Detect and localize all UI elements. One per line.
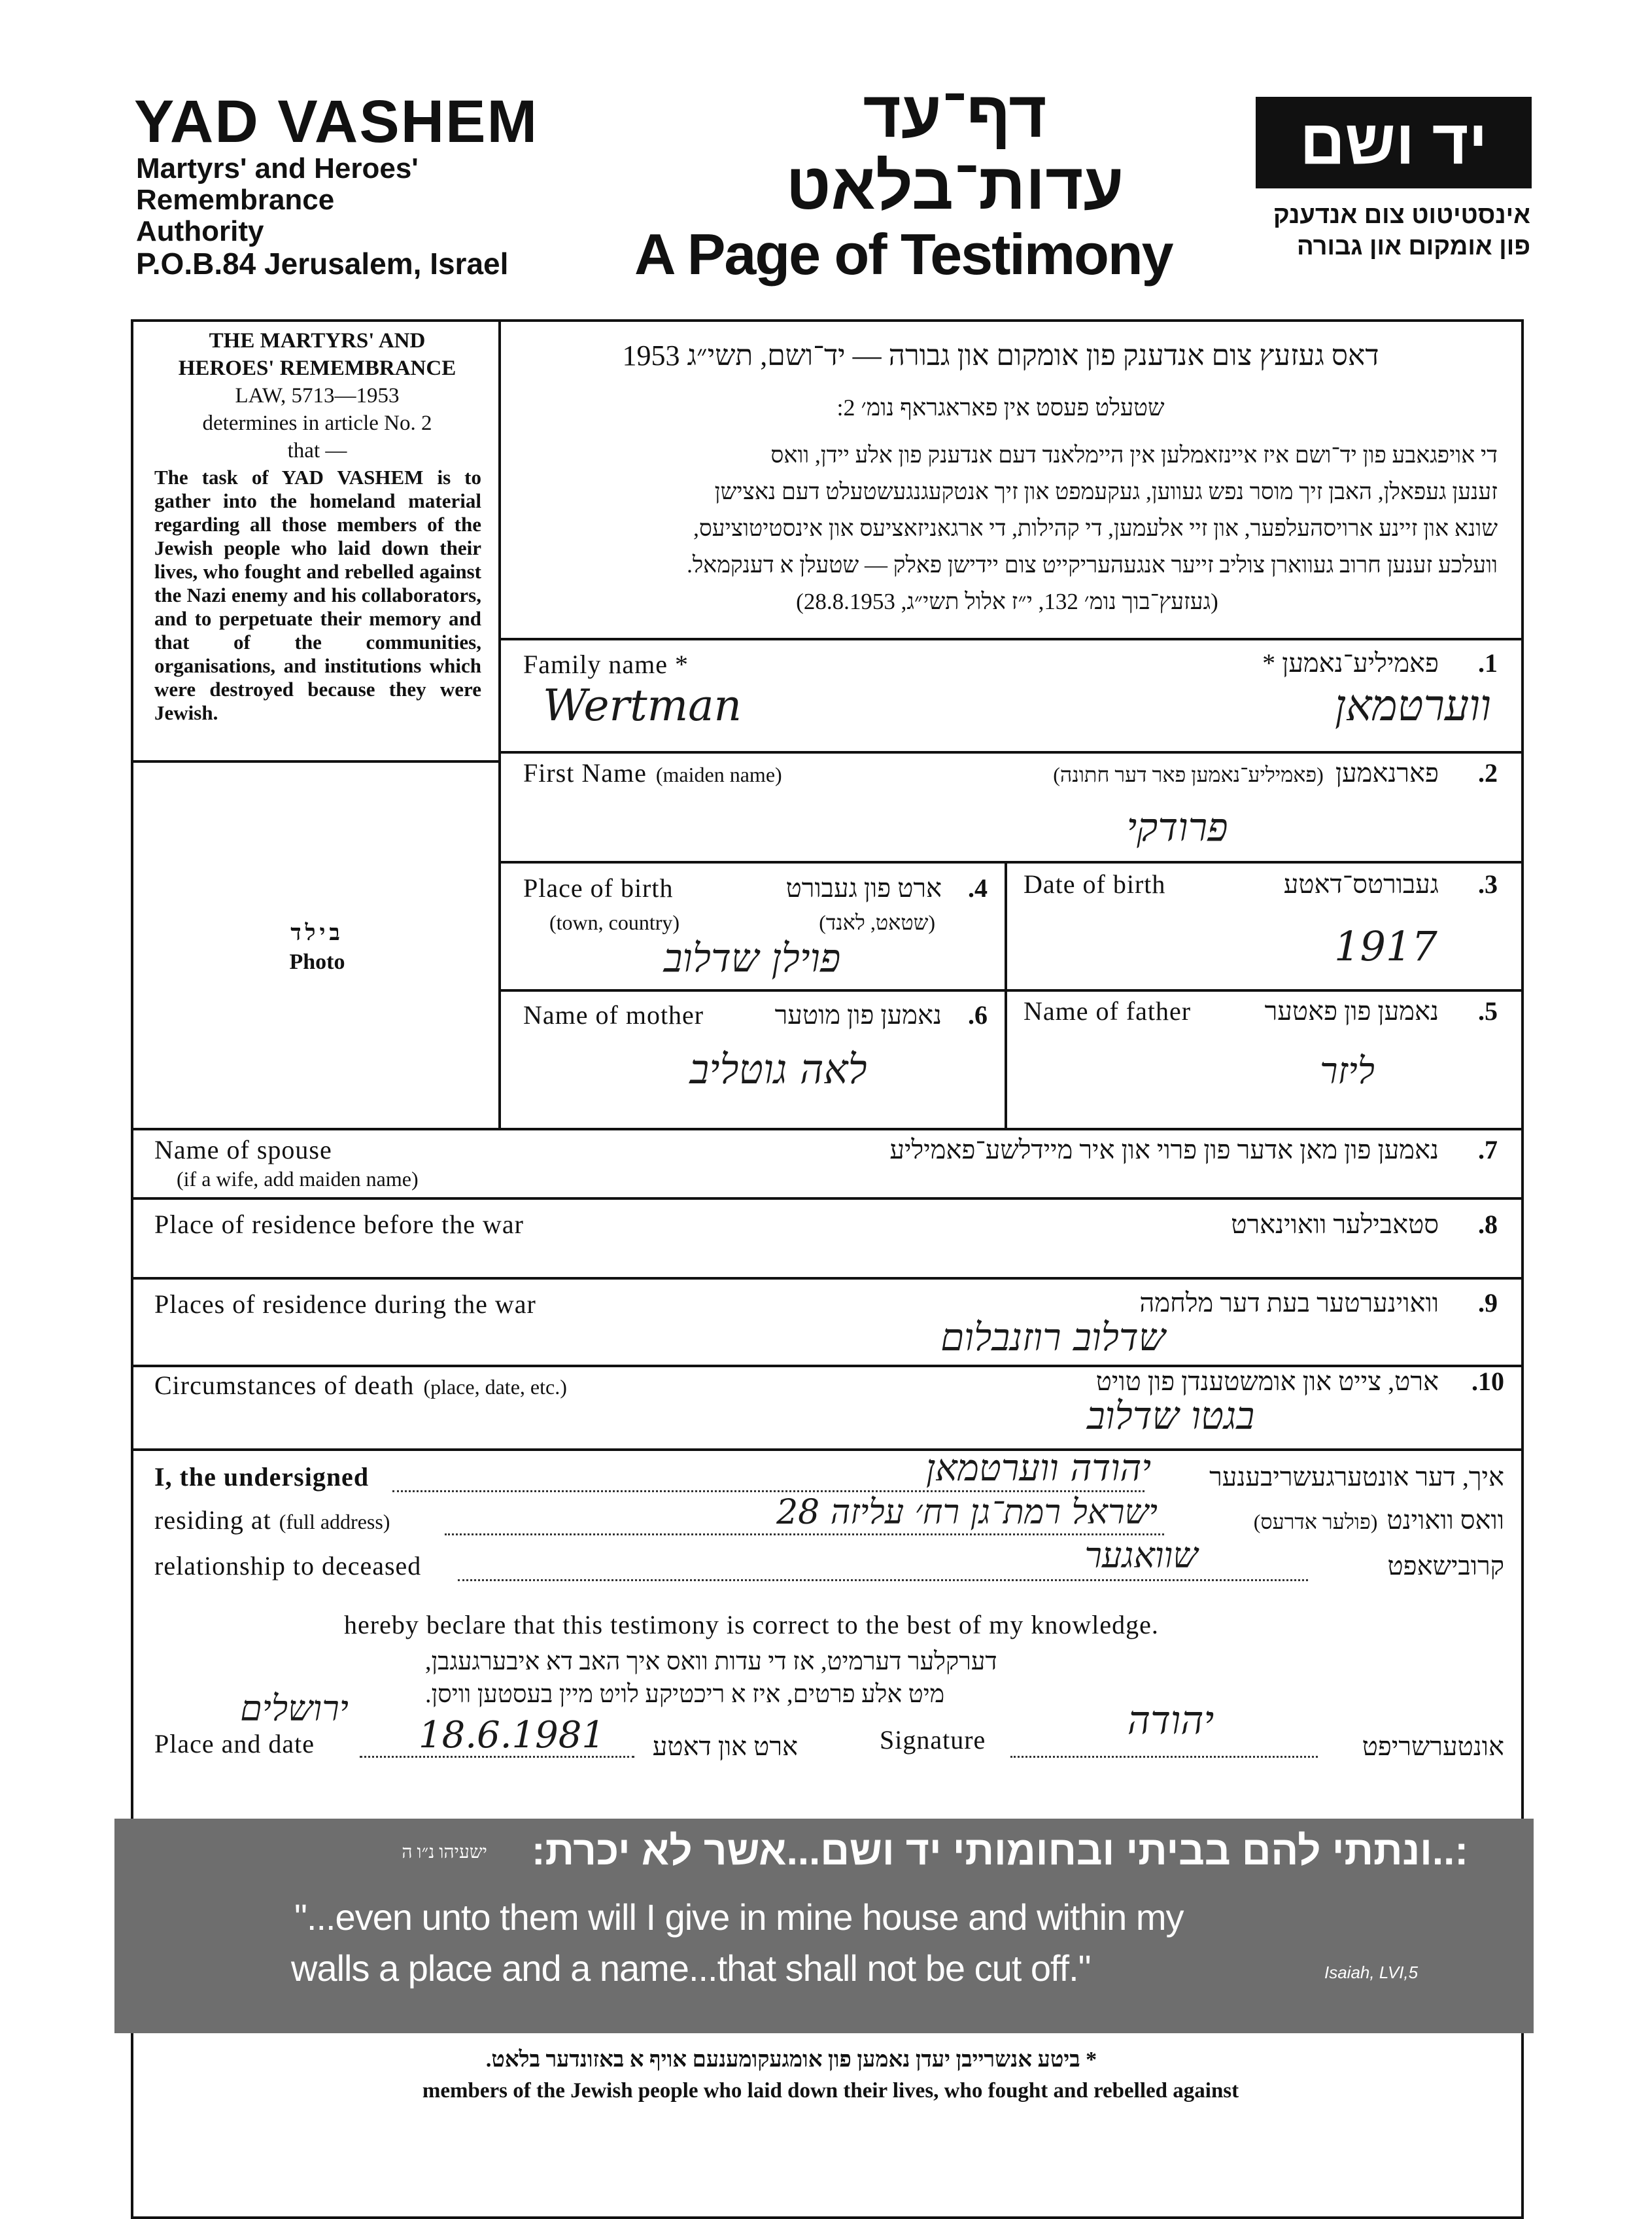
signature-line [1010,1756,1318,1758]
date-of-birth-label: Date of birth [1024,869,1166,899]
spouse-name-sub: (if a wife, add maiden name) [177,1167,419,1191]
org-subtitle-1: Martyrs' and Heroes' [136,152,419,184]
field-10-number: .10 [1471,1367,1504,1396]
residence-during-war-value[interactable]: שדלוב רוזנבלום [940,1315,1165,1359]
law-sub-he: שטעלט פעסט אין פאראגראף נומ׳ 2: [836,394,1165,421]
law-body-he [517,437,1498,620]
date-of-birth-label-he: געבורטס־דאטע [1283,869,1439,899]
logo-text: יד ושם [1299,107,1488,177]
residing-label [154,1505,390,1535]
place-date-label-he: ארט און דאטע [652,1732,798,1761]
residence-during-war-label: Places of residence during the war [154,1289,536,1319]
circumstances-of-death-label-he: ארט, צייט און אומשטענדן פון טויט [1095,1367,1439,1396]
spouse-name-input[interactable] [654,1164,1308,1191]
declaration-he-1: דערקלער דערמיט, אז די עדות וואס איך האב דא איבערגעגבן, [425,1648,997,1675]
org-address: P.O.B.84 Jerusalem, Israel [136,247,509,281]
undersigned-label: I, the undersigned [154,1462,370,1492]
family-name-label-he: פאמיליע־נאמען * [1262,648,1439,678]
relationship-label: relationship to deceased [154,1551,422,1581]
field-1-number: .1 [1478,648,1498,678]
place-of-birth-sub: (town, country) [549,911,680,934]
family-name-value[interactable]: Wertman [543,680,742,731]
org-subtitle-2: Remembrance [136,184,335,216]
place-date-label: Place and date [154,1729,315,1758]
law-he-line-3: שונא און זיינע ארויסהעלפער, און זיי אלעמען, די קהילות, די ארגאניזאציעס און אינסטיטוציעס, [693,515,1498,541]
law-he-line-1: די אויפגאבע פון יד־ושם איז איינזאמלען אין היימלאנד דעם אנדענק פון אלע יידן, וואס [770,442,1498,468]
date-of-birth-value[interactable]: 1917 [1334,922,1437,970]
residence-during-war-label-he: וואוינערטער בעת דער מלחמה [1139,1288,1439,1318]
first-name-label-he-sub: (פאמיליע־נאמען פאר דער חתונה) [1053,763,1324,786]
field-7-number: .7 [1478,1135,1498,1164]
field-2-number: .2 [1478,758,1498,788]
photo-area [137,765,497,1125]
father-name-value[interactable]: ליזר [1320,1050,1375,1092]
signature-value[interactable]: יהודה [1127,1698,1214,1743]
father-name-label: Name of father [1024,996,1192,1026]
photo-label-he: בילד [290,921,344,945]
circumstances-of-death-sub: (place, date, etc.) [423,1375,567,1399]
declaration-he-2: מיט אלע פרטים, איז א ריכטיקע לויט מיין בעסטען וויסן. [425,1681,945,1708]
place-of-birth-value[interactable]: פוילן שדלוב [663,935,841,981]
field-5-number: .5 [1478,996,1498,1026]
mother-name-value[interactable]: לאה גוטליב [689,1045,867,1093]
date-value[interactable]: 18.6.1981 [419,1714,606,1756]
declaration-en: hereby beclare that this testimony is correct to the best of my knowledge. [344,1610,1159,1639]
residing-label-he [1164,1505,1504,1535]
mother-name-label-he: נאמען פון מוטער [774,1000,942,1030]
law-body-en: The task of YAD VASHEM is to gather into the homeland material regarding all those members of the Jewish people who laid down their lives, who fought and rebelled against the Nazi enemy and his collaborators, and to perpetuate their memory and that of the communities, organisations, and institutions which were destroyed because they were Jewish. [154,466,481,724]
law-he-line-2: זענען געפאלן, האבן זיך מוסר נפש געווען, געקעמפט און זיך אנטקעגנגעשטעלט דעם נאצישן [714,479,1498,504]
law-line-3: LAW, 5713—1953 [235,384,400,408]
page-title: A Page of Testimony [634,222,1173,287]
banner-ref-he: ישעיהו נ״ו ה [402,1842,487,1862]
circumstances-of-death-text: Circumstances of death [154,1371,415,1400]
signature-label: Signature [880,1725,986,1755]
first-name-label-sub: (maiden name) [655,763,782,786]
banner-ref-en: Isaiah, LVI,5 [1324,1963,1419,1982]
yad-vashem-logo [1256,97,1532,188]
relationship-label-he: קרובישאפט [1387,1551,1504,1581]
law-line-2: HEROES' REMEMBRANCE [178,357,456,380]
field-9-number: .9 [1478,1288,1498,1318]
mother-name-label: Name of mother [523,1000,704,1030]
family-name-value-he[interactable]: ווערטמאן [1335,680,1491,731]
first-name-label [523,758,782,788]
residence-before-war-label-he: סטאבילער וואוינארט [1231,1210,1439,1239]
law-line-4: determines in article No. 2 [202,411,432,435]
title-hebrew-2: עדות־בלאט [785,150,1124,223]
logo-caption-1: אינסטיטוט צום אנדענק [1273,201,1530,229]
first-name-label-he-text: פארנאמען [1335,758,1439,788]
logo-caption-2: פון אומקום און גבורה [1297,233,1530,260]
place-of-birth-label-he: ארט פון געבורט [785,873,942,903]
place-of-birth-label: Place of birth [523,873,674,903]
undersigned-value[interactable]: יהודה ווערטמאן [925,1447,1151,1490]
law-he-line-5: (געזעץ־בוך נומ׳ 132, י״ז אלול תשי״ג, 28.8.1953) [796,589,1218,614]
residing-label-sub: (full address) [279,1510,390,1533]
law-he-line-4: וועלכע זענען חרוב געווארן צוליב זייער אנגעהעריקייט צום יידישן פאלק — שטעלן א דענקמאל. [687,552,1498,578]
title-hebrew-1: דף־עד [863,78,1047,151]
father-name-label-he: נאמען פון פאטער [1264,996,1439,1026]
residing-label-he-sub: (פולער אדרעס) [1253,1510,1378,1533]
banner-verse-he: :..ונתתי להם בביתי ובחומותי יד ושם...אשר לא יכרת: [531,1828,1468,1874]
undersigned-label-he: איך, דער אונטערגעשריבענער [1209,1462,1504,1492]
field-8-number: .8 [1478,1210,1498,1239]
org-subtitle-3: Authority [136,215,264,247]
spouse-name-label-he: נאמען פון מאן אדער פון פרוי און איר מיידלשע־פאמיליע [889,1135,1439,1164]
first-name-label-he [850,758,1439,788]
law-title-he: דאס געזעץ צום אנדענק פון אומקום און גבורה — יד־ושם, תשי״ג 1953 [622,340,1379,372]
banner-verse-en-1: "...even unto them will I give in mine house and within my [294,1896,1184,1938]
spouse-name-label: Name of spouse [154,1135,332,1164]
org-name: YAD VASHEM [134,88,539,155]
law-line-1: THE MARTYRS' AND [209,329,426,353]
photo-label-en: Photo [289,950,345,974]
law-heading [141,327,494,464]
circumstances-of-death-value[interactable]: בגטו שדלוב [1086,1393,1255,1438]
first-name-label-text: First Name [523,758,647,788]
field-3-number: .3 [1478,869,1498,899]
relationship-line [458,1579,1308,1581]
undersigned-line [392,1490,1144,1492]
place-value[interactable]: ירושלים [240,1688,349,1729]
residing-value[interactable]: ישראל רמת־גן רח׳ עליזה 28 [776,1493,1158,1532]
field-6-number: .6 [968,1000,988,1030]
law-line-5: that — [287,439,347,463]
relationship-value[interactable]: שוואגער [1084,1535,1198,1576]
first-name-value[interactable]: פרודקי [1126,805,1228,850]
residence-before-war-label: Place of residence before the war [154,1210,524,1239]
footer-note-en: members of the Jewish people who laid down their lives, who fought and rebelled against [422,2079,1239,2103]
banner-verse-en-2: walls a place and a name...that shall not be cut off." [291,1948,1091,1989]
signature-label-he: אונטערשריפט [1362,1732,1504,1761]
footer-note-he: * ביטע אנשרייבן יעדן נאמען פון אומגעקומענעם אויף א באזונדער בלאט. [485,2048,1097,2072]
residing-label-text: residing at [154,1505,271,1535]
residing-label-he-text: וואס וואוינט [1386,1505,1504,1535]
field-4-number: .4 [968,873,988,903]
family-name-label: Family name * [523,650,689,679]
place-of-birth-sub-he: (שטאט, לאנד) [819,911,935,934]
residence-before-war-input[interactable] [654,1240,1308,1269]
scripture-banner [114,1819,1534,2033]
circumstances-of-death-label [154,1370,567,1401]
